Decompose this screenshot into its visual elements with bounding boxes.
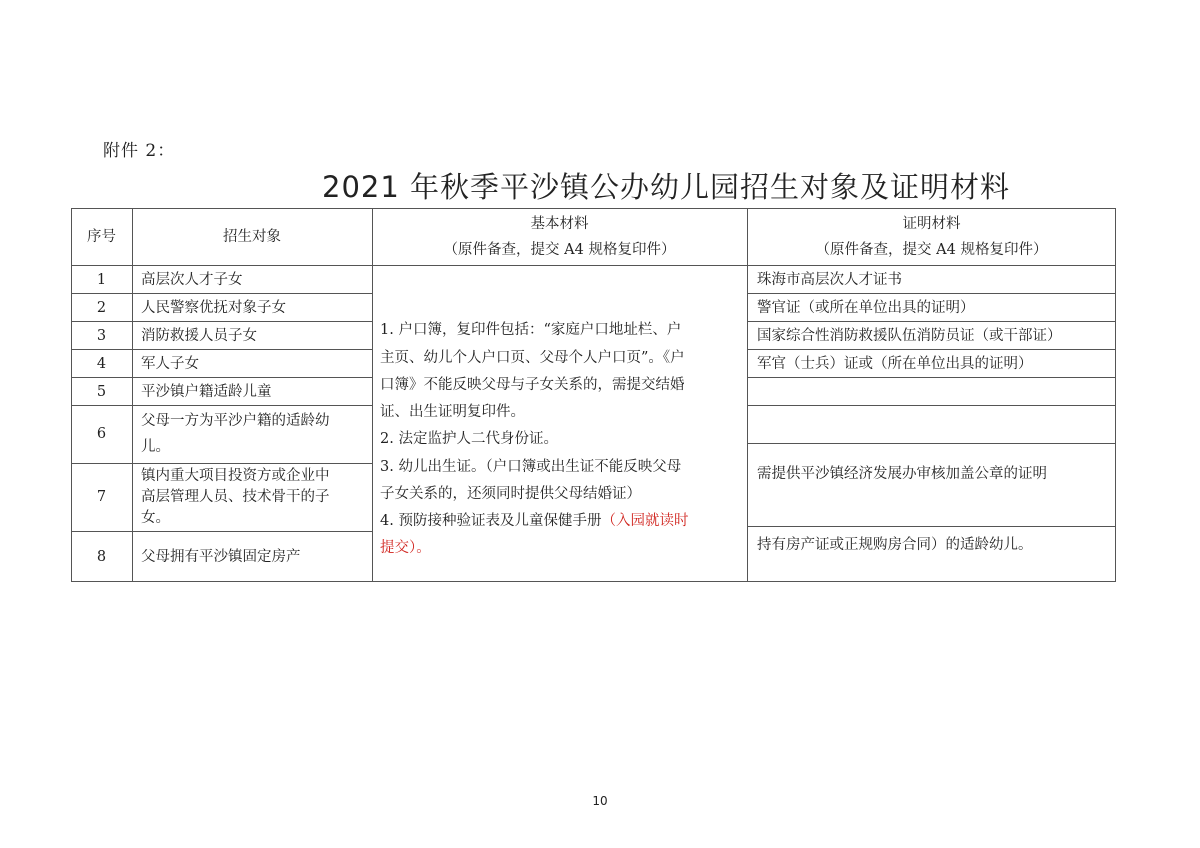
row-target: 儿。 xyxy=(141,439,170,455)
vaccination-requirement: 4. 预防接种验证表及儿童保健手册 xyxy=(380,513,602,529)
header-proof-note: （原件备查，提交 A4 规格复印件） xyxy=(815,242,1048,258)
row-proof: 军官（士兵）证或（所在单位出具的证明） xyxy=(757,356,1033,372)
row-divider xyxy=(71,463,372,464)
row-divider xyxy=(71,531,372,532)
row-seq: 2 xyxy=(96,300,107,316)
basic-materials-line xyxy=(380,511,744,531)
row-target: 人民警察优抚对象子女 xyxy=(141,300,286,316)
row-target: 镇内重大项目投资方或企业中 xyxy=(141,468,330,484)
row-divider xyxy=(747,377,1116,378)
row-proof: 需提供平沙镇经济发展办审核加盖公章的证明 xyxy=(757,466,1047,482)
row-proof: 国家综合性消防救援队伍消防员证（或干部证） xyxy=(757,328,1062,344)
row-seq: 8 xyxy=(96,549,107,565)
row-divider xyxy=(747,405,1116,406)
row-target: 军人子女 xyxy=(141,356,199,372)
row-target: 高层管理人员、技术骨干的子 xyxy=(141,489,330,505)
document-title: 2021 年秋季平沙镇公办幼儿园招生对象及证明材料 xyxy=(322,170,1011,204)
row-divider xyxy=(747,443,1116,444)
row-divider xyxy=(71,321,372,322)
header-seq: 序号 xyxy=(87,229,116,245)
row-divider xyxy=(71,265,1116,266)
row-divider xyxy=(747,526,1116,527)
enrollment-table xyxy=(71,208,1116,582)
row-target: 父母拥有平沙镇固定房产 xyxy=(141,549,301,565)
table-border-bottom xyxy=(71,581,1116,582)
row-target: 父母一方为平沙户籍的适龄幼 xyxy=(141,413,330,429)
row-proof: 警官证（或所在单位出具的证明） xyxy=(757,300,975,316)
row-divider xyxy=(71,377,372,378)
row-divider xyxy=(71,349,372,350)
row-divider xyxy=(71,293,372,294)
submission-note: （入园就读时 xyxy=(601,513,689,529)
basic-materials-line: 3. 幼儿出生证。（户口簿或出生证不能反映父母 xyxy=(380,459,682,475)
page-number: 10 xyxy=(592,794,608,808)
row-seq: 3 xyxy=(96,328,107,344)
submission-note-continued: 提交）。 xyxy=(380,540,431,556)
row-target: 消防救援人员子女 xyxy=(141,328,257,344)
basic-materials-line: 2. 法定监护人二代身份证。 xyxy=(380,431,558,447)
row-target: 女。 xyxy=(141,510,170,526)
header-basic-title: 基本材料 xyxy=(530,216,589,232)
row-divider xyxy=(747,293,1116,294)
row-divider xyxy=(747,321,1116,322)
table-border-top xyxy=(71,208,1116,209)
basic-materials-line: 子女关系的，还须同时提供父母结婚证） xyxy=(380,486,641,502)
row-seq: 7 xyxy=(96,489,107,505)
row-divider xyxy=(747,349,1116,350)
basic-materials-line: 口簿》不能反映父母与子女关系的，需提交结婚 xyxy=(380,377,685,393)
header-target: 招生对象 xyxy=(223,229,281,245)
row-divider xyxy=(71,405,372,406)
row-target: 平沙镇户籍适龄儿童 xyxy=(141,384,272,400)
header-basic-note: （原件备查，提交 A4 规格复印件） xyxy=(443,242,676,258)
row-seq: 6 xyxy=(96,426,107,442)
header-proof-title: 证明材料 xyxy=(902,216,961,232)
row-seq: 5 xyxy=(96,384,107,400)
basic-materials-line: 主页、幼儿个人户口页、父母个人户口页”。《户 xyxy=(380,350,685,366)
row-proof: 持有房产证或正规购房合同）的适龄幼儿。 xyxy=(757,537,1033,553)
annex-label: 附件 2： xyxy=(103,141,176,161)
row-proof: 珠海市高层次人才证书 xyxy=(757,272,902,288)
row-seq: 4 xyxy=(96,356,107,372)
basic-materials-line: 1. 户口簿，复印件包括：“家庭户口地址栏、户 xyxy=(380,322,682,338)
basic-materials-line: 证、出生证明复印件。 xyxy=(380,404,525,420)
row-target: 高层次人才子女 xyxy=(141,272,243,288)
row-seq: 1 xyxy=(96,272,107,288)
